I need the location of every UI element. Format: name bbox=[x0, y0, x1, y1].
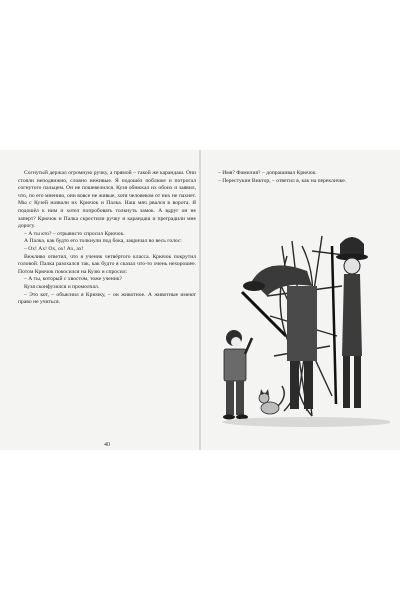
paragraph: Вежливо ответил, что я ученик четвёртого класса. Крючок покрутил головой. Палка разохался так, как будто я сказал что-то очень нехорошее. Потом Крючок покосился на Кузю и спросил: bbox=[18, 253, 196, 275]
left-page bbox=[18, 170, 196, 448]
illustration-boy-cat-and-guards bbox=[212, 226, 390, 436]
paragraph: Согнутый держал огромную ручку, а прямой – такой же карандаш. Они стояли неподвижно, словно неживые. Я подошёл поближе и потрогал согнутого пальцем. Он не пошевелился. Кузя обнюхал их обоих и заявил, что, по его мнению, они вовсе не живые, хотя человеком от них не пахнет. Мы с Кузей назвали их Крючок и Палка. Наш мяч рвался в ворота. Я подошёл к ним и хотел попробовать толкнуть замок. А вдруг он не заперт? Крючок и Палка скрестили ручку и карандаш и преградили мне дорогу. bbox=[18, 170, 196, 230]
stick-figure bbox=[332, 237, 368, 408]
cat-figure bbox=[259, 386, 284, 414]
ground-shadow bbox=[222, 417, 390, 427]
paragraph: Кузя сконфузился и промолчал. bbox=[24, 283, 100, 290]
boy-figure bbox=[223, 330, 252, 420]
paragraph: – Ох! Ах! Ох, ох! Ах, ах! bbox=[24, 245, 84, 252]
paragraph: – А ты кто? – отрывисто спросил Крючок. bbox=[24, 230, 125, 237]
page-number: 40 bbox=[104, 442, 110, 448]
paragraph: – Перестукин Виктор, – ответил я, как на перекличке. bbox=[218, 177, 347, 184]
book-spread bbox=[0, 150, 400, 450]
paragraph: А Палка, как будто его толкнули под бока, закричал во весь голос: bbox=[24, 238, 182, 245]
paragraph: – А ты, который с хвостом, тоже ученик? bbox=[24, 276, 122, 283]
paragraph: – Это кот, – объяснил я Крючку, – он животное. А животные имеют право не учиться. bbox=[18, 291, 196, 306]
book-gutter bbox=[199, 150, 201, 450]
paragraph: – Имя? Фамилия? – допрашивал Крючок. bbox=[218, 170, 317, 176]
hook-figure bbox=[242, 265, 317, 409]
right-page bbox=[212, 170, 390, 444]
